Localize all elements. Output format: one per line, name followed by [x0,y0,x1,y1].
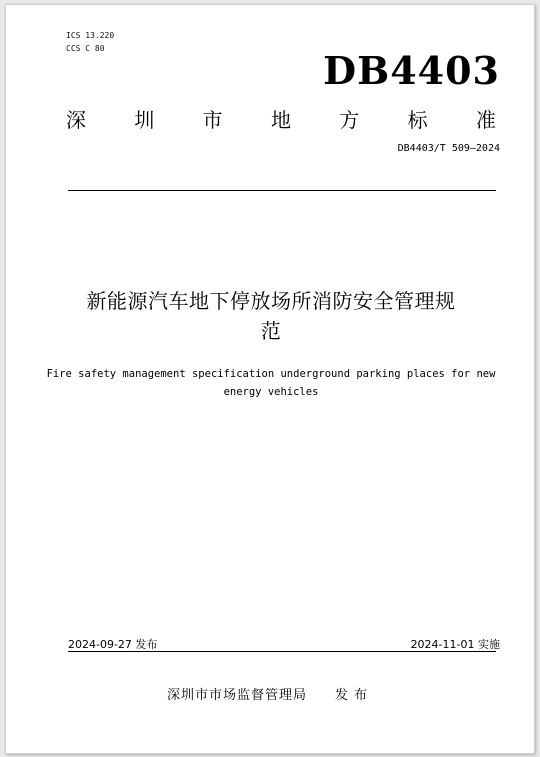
english-title [46,365,496,401]
ics-code: ICS 13.220 [66,31,115,40]
chinese-title [56,286,486,346]
english-title-line: Fire safety management specification underground parking places for new [46,368,496,380]
ccs-code: CCS C 80 [66,44,105,53]
issuer-line [0,684,540,703]
standard-number: DB4403/T 509—2024 [397,143,500,154]
standard-type-char: 方 [339,108,360,132]
standard-type-heading [66,106,496,134]
chinese-title-line: 新能源汽车地下停放场所消防安全管理规 [86,289,456,313]
bottom-divider [68,651,496,652]
chinese-title-line: 范 [260,319,282,343]
publish-label: 发布 [335,688,374,703]
standard-type-char: 地 [270,108,291,132]
standard-type-char: 深 [66,108,86,132]
standard-code-heading: DB4403 [323,48,500,93]
standard-type-char: 圳 [134,108,155,132]
implementation-date: 2024-11-01 实施 [410,638,500,651]
standard-type-char: 标 [407,108,428,132]
standard-type-char: 市 [202,108,223,132]
standard-type-char: 准 [475,108,496,132]
issue-date: 2024-09-27 发布 [68,638,158,651]
top-divider [68,190,496,191]
english-title-line: energy vehicles [223,386,319,398]
issuer-name: 深圳市市场监督管理局 [166,688,307,703]
classification-codes [66,29,114,55]
